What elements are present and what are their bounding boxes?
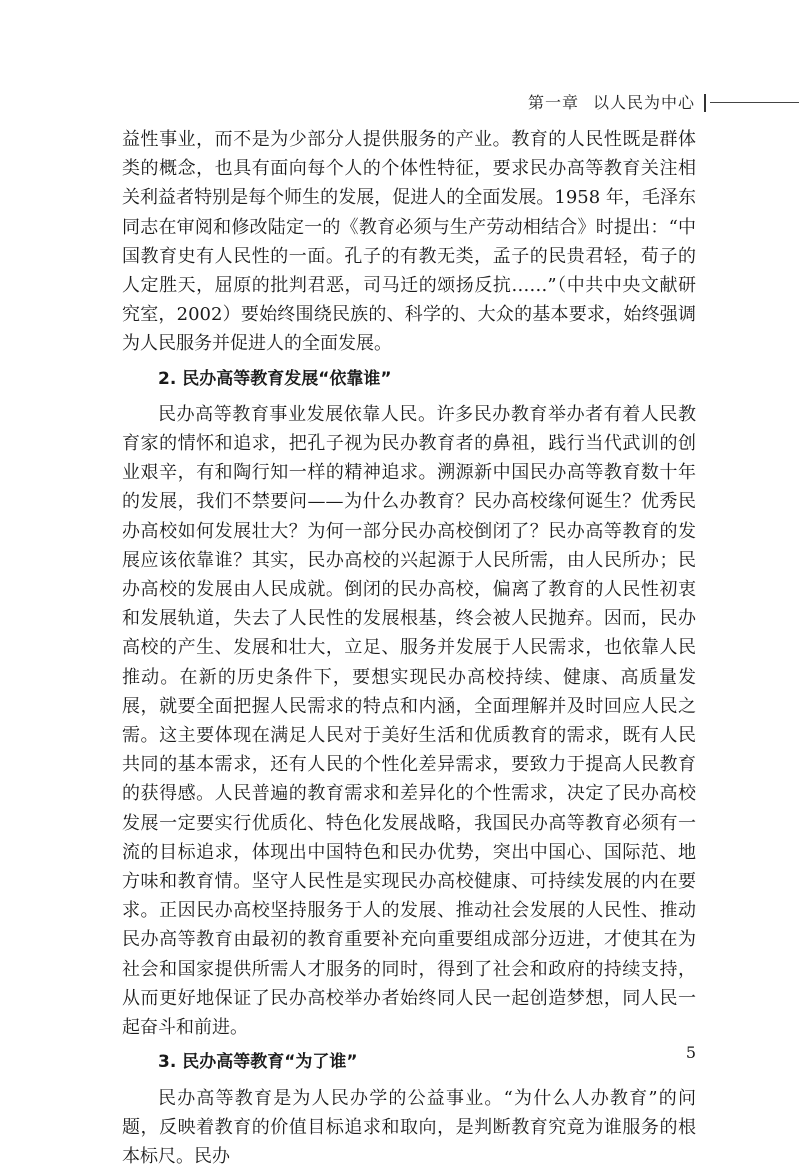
section-heading-2: 2. 民办高等教育发展“依靠谁” <box>122 365 696 394</box>
header-title <box>528 90 695 113</box>
header-separator <box>704 94 706 112</box>
page-number: 5 <box>670 1043 696 1062</box>
paragraph-for-whom: 民办高等教育是为人民办学的公益事业。“为什么人办教育”的问题，反映着教育的价值目标追求和取向，是判断教育究竟为谁服务的根本标尺。民办 <box>122 1084 696 1171</box>
page-body <box>122 125 696 1171</box>
paragraph-depend-on-people: 民办高等教育事业发展依靠人民。许多民办教育举办者有着人民教育家的情怀和追求，把孔子视为民办教育者的鼻祖，践行当代武训的创业艰辛，有和陶行知一样的精神追求。溯源新中国民办高等教育数十年的发展，我们不禁要问——为什么办教育？民办高校缘何诞生？优秀民办高校如何发展壮大？为何一部分民办高校倒闭了？民办高等教育的发展应该依靠谁？其实，民办高校的兴起源于人民所需，由人民所办；民办高校的发展由人民成就。倒闭的民办高校，偏离了教育的人民性初衷和发展轨道，失去了人民性的发展根基，终会被人民抛弃。因而，民办高校的产生、发展和壮大，立足、服务并发展于人民需求，也依靠人民推动。在新的历史条件下，要想实现民办高校持续、健康、高质量发展，就要全面把握人民需求的特点和内涵，全面理解并及时回应人民之需。这主要体现在满足人民对于美好生活和优质教育的需求，既有人民共同的基本需求，还有人民的个性化差异需求，要致力于提高人民教育的获得感。人民普遍的教育需求和差异化的个性需求，决定了民办高校发展一定要实行优质化、特色化发展战略，我国民办高等教育必须有一流的目标追求，体现出中国特色和民办优势，突出中国心、国际范、地方味和教育情。坚守人民性是实现民办高校健康、可持续发展的内在要求。正因民办高校坚持服务于人的发展、推动社会发展的人民性、推动民办高等教育由最初的教育重要补充向重要组成部分迈进，才使其在为社会和国家提供所需人才服务的同时，得到了社会和政府的持续支持，从而更好地保证了民办高校举办者始终同人民一起创造梦想，同人民一起奋斗和前进。 <box>122 400 696 1042</box>
running-header <box>0 86 799 116</box>
header-rule <box>710 102 799 103</box>
section-heading-3: 3. 民办高等教育“为了谁” <box>122 1048 696 1077</box>
header-chapter: 第一章 <box>528 93 579 112</box>
paragraph-continuation: 益性事业，而不是为少部分人提供服务的产业。教育的人民性既是群体类的概念，也具有面向每个人的个体性特征，要求民办高等教育关注相关利益者特别是每个师生的发展，促进人的全面发展。1958 年，毛泽东同志在审阅和修改陆定一的《教育必须与生产劳动相结合》时提出：“中国教育史有人民性的一面。孔子的有教无类，孟子的民贵君轻，荀子的人定胜天，屈原的批判君恶，司马迁的颂扬反抗……”（中共中央文献研究室，2002）要始终围绕民族的、科学的、大众的基本要求，始终强调为人民服务并促进人的全面发展。 <box>122 125 696 359</box>
header-chapter-title: 以人民为中心 <box>593 93 695 112</box>
